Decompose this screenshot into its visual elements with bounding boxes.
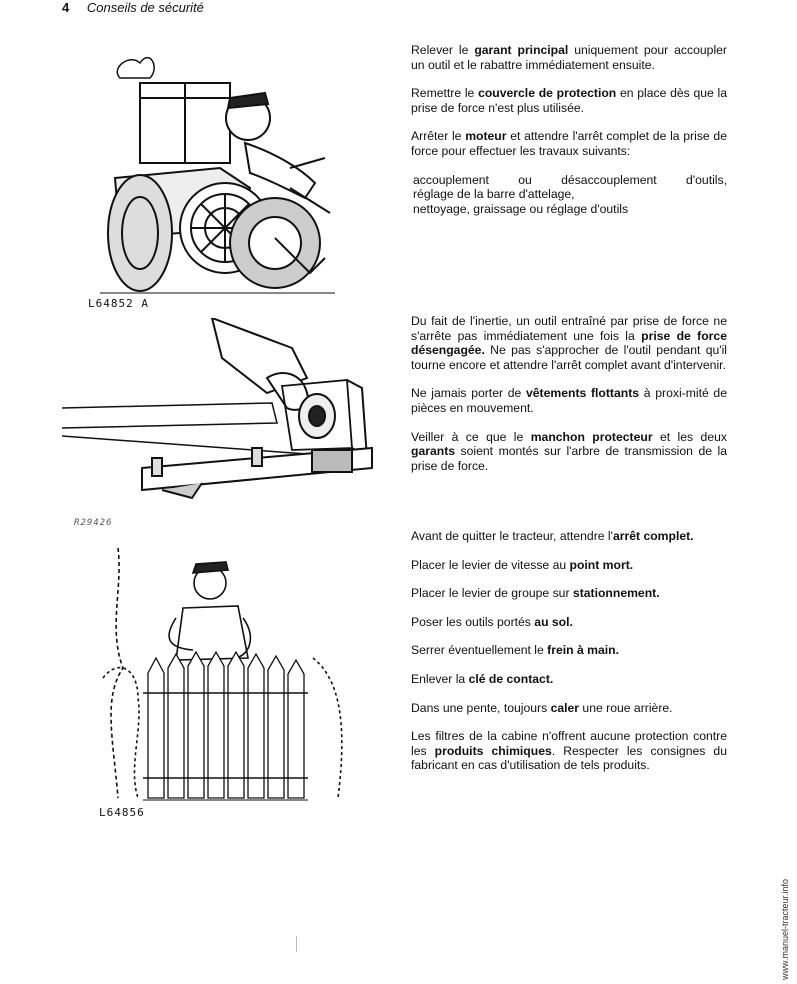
list-item: nettoyage, graissage ou réglage d'outils [413, 201, 629, 216]
paragraph: Ne jamais porter de vêtements flottants à proxi-mité de pièces en mouvement. [411, 386, 727, 415]
page-header [62, 0, 204, 15]
tractor-pto-illustration [100, 38, 335, 300]
paragraph: Poser les outils portés au sol. [411, 614, 573, 629]
paragraph: Serrer éventuellement le frein à main. [411, 643, 619, 658]
paragraph: Enlever la clé de contact. [411, 671, 554, 686]
paragraph: Veiller à ce que le manchon protecteur et les deux garants soient montés sur l'arbre de transmission de la prise de force. [411, 429, 727, 473]
scan-mark [296, 936, 297, 952]
farmer-fence-illustration [98, 548, 353, 810]
paragraph: Du fait de l'inertie, un outil entraîné par prise de force ne s'arrête pas immédiatement une fois la prise de force désengagée. Ne pas s'approcher de l'outil pendant qu'il tourne encore et attendre l'arrêt complet avant d'intervenir. [411, 314, 727, 372]
pto-shaft-illustration [62, 318, 382, 508]
paragraph: Placer le levier de groupe sur stationnement. [411, 586, 660, 601]
section-leaving-tractor-instructions [411, 529, 727, 787]
section-guard-instructions [411, 43, 727, 216]
paragraph: Les filtres de la cabine n'offrent aucune protection contre les produits chimiques. Respecter les consignes du fabricant en cas d'utilisation de tels produits. [411, 729, 727, 773]
paragraph: Remettre le couvercle de protection en place dès que la prise de force n'est plus utilisée. [411, 86, 728, 115]
list-item: accouplement ou désaccouplement d'outils, [413, 172, 727, 187]
paragraph: Relever le garant principal uniquement pour accoupler un outil et le rabattre immédiatement ensuite. [411, 43, 727, 72]
page-number: 4 [62, 0, 70, 15]
site-watermark: www.manuel-tracteur.info [780, 878, 790, 980]
paragraph: Avant de quitter le tracteur, attendre l'arrêt complet. [411, 529, 694, 543]
maintenance-list [411, 173, 727, 217]
list-item: réglage de la barre d'attelage, [413, 187, 575, 202]
paragraph: Arrêter le moteur et attendre l'arrêt complet de la prise de force pour effectuer les travaux suivants: [411, 129, 727, 158]
figure-code-1: L64852 A [88, 297, 149, 310]
paragraph: Dans une pente, toujours caler une roue arrière. [411, 700, 673, 715]
figure-code-2: R29426 [74, 518, 113, 528]
section-inertia-instructions [411, 314, 727, 487]
paragraph: Placer le levier de vitesse au point mort. [411, 557, 634, 572]
figure-code-3: L64856 [99, 806, 145, 819]
page-title: Conseils de sécurité [86, 0, 204, 15]
